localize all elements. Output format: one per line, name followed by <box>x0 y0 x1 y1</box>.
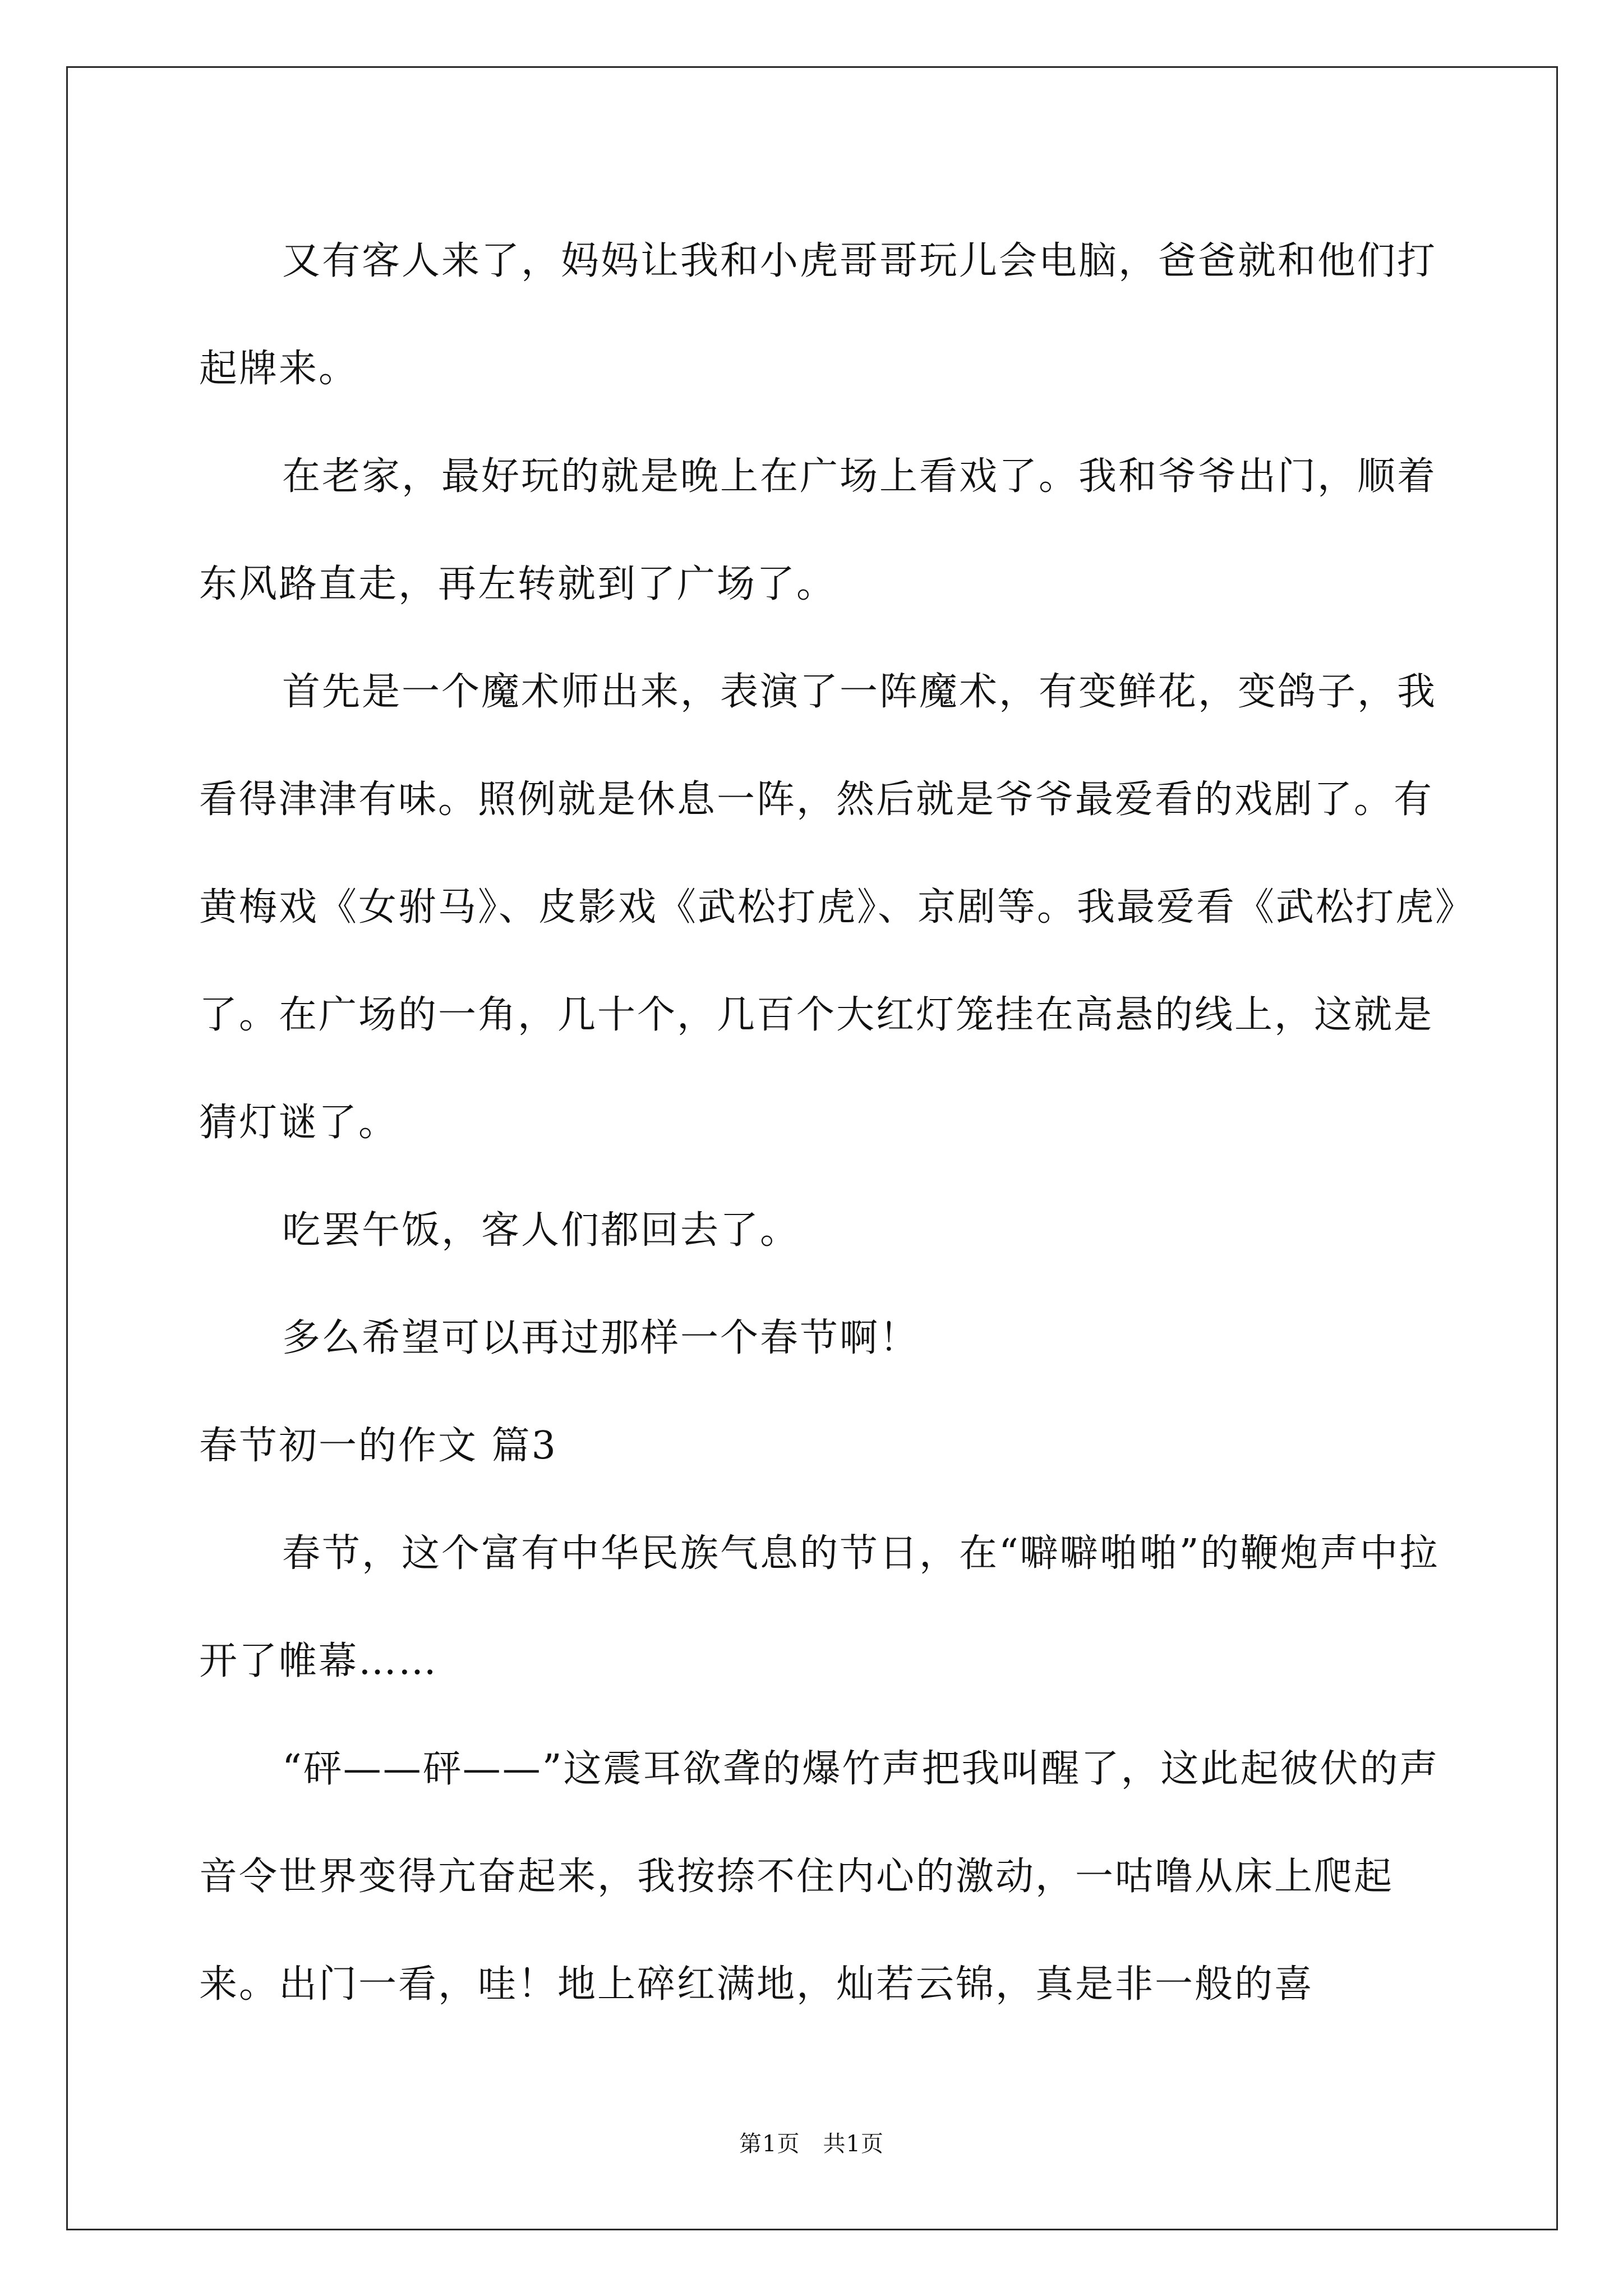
paragraph: 春节，这个富有中华民族气息的节日，在“噼噼啪啪”的鞭炮声中拉开了帷幕…… <box>199 1531 1440 1683</box>
paragraph: 又有客人来了，妈妈让我和小虎哥哥玩儿会电脑，爸爸就和他们打起牌来。 <box>199 239 1437 391</box>
page-footer: 第1页 共1页 <box>739 2131 884 2157</box>
paragraph: 多么希望可以再过那样一个春节啊！ <box>282 1316 920 1360</box>
section-heading: 春节初一的作文 篇3 <box>199 1424 557 1468</box>
document-body <box>199 208 1467 2039</box>
paragraph: “砰——砰——”这震耳欲聋的爆竹声把我叫醒了，这此起彼伏的声音令世界变得亢奋起来，我按捺不住内心的激动，一咕噜从床上爬起来。出门一看，哇！地上碎红满地，灿若云锦，真是非一般的喜 <box>199 1747 1440 2007</box>
paragraph: 在老家，最好玩的就是晚上在广场上看戏了。我和爷爷出门，顺着东风路直走，再左转就到了广场了。 <box>199 454 1437 606</box>
paragraph: 首先是一个魔术师出来，表演了一阵魔术，有变鲜花，变鸽子，我看得津津有味。照例就是休息一阵，然后就是爷爷最爱看的戏剧了。有黄梅戏《女驸马》、皮影戏《武松打虎》、京剧等。我最爱看《武松打虎》了。在广场的一角，几十个，几百个大红灯笼挂在高悬的线上，这就是猜灯谜了。 <box>199 670 1456 1145</box>
paragraph: 吃罢午饭，客人们都回去了。 <box>282 1208 800 1253</box>
